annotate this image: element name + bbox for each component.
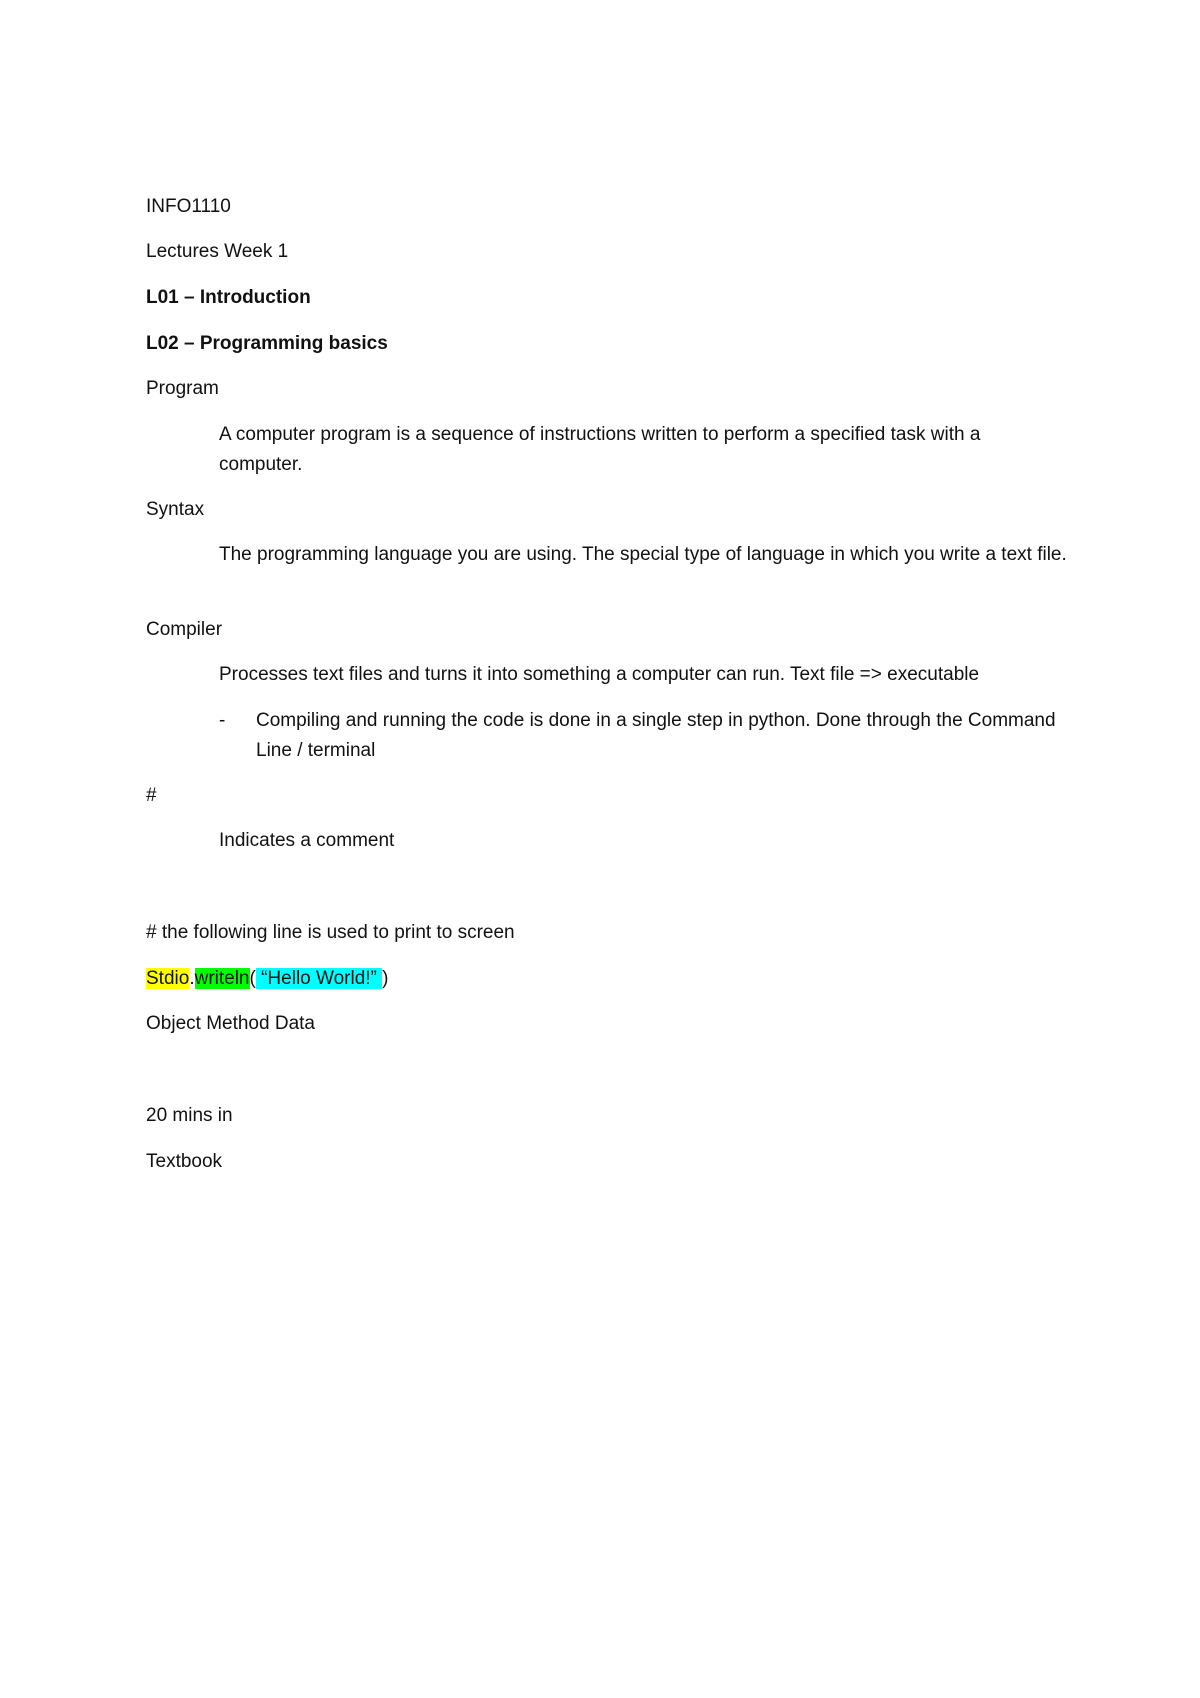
textbook-note: Textbook [146,1151,223,1172]
lecture-1-title: L01 – Introduction [146,287,311,308]
code-line [146,964,389,994]
timestamp-note: 20 mins in [146,1105,233,1126]
bullet-text: Compiling and running the code is done in a single step in python. Done through the Command Line / terminal [256,710,1056,761]
term-hash: # [146,785,157,806]
code-comment: # the following line is used to print to screen [146,922,515,943]
code-method: writeln [194,968,250,989]
definition-hash: Indicates a comment [219,830,395,851]
term-compiler: Compiler [146,619,223,640]
code-open-paren: ( [249,968,256,989]
code-object: Stdio [146,968,190,989]
definition-compiler: Processes text files and turns it into something a computer can run. Text file => executable [219,664,980,685]
term-program: Program [146,378,219,399]
definition-program: A computer program is a sequence of instructions written to perform a specified task with a computer. [219,424,981,475]
code-data: “Hello World!” [255,968,383,989]
code-dot: . [189,968,195,989]
lecture-2-title: L02 – Programming basics [146,333,388,354]
lectures-heading: Lectures Week 1 [146,241,289,262]
course-code: INFO1110 [146,196,231,217]
bullet-marker: - [219,710,226,731]
code-parts-label: Object Method Data [146,1013,315,1034]
definition-syntax: The programming language you are using. The special type of language in which you write a text file. [219,544,1067,565]
code-close-paren: ) [382,968,389,989]
term-syntax: Syntax [146,499,205,520]
